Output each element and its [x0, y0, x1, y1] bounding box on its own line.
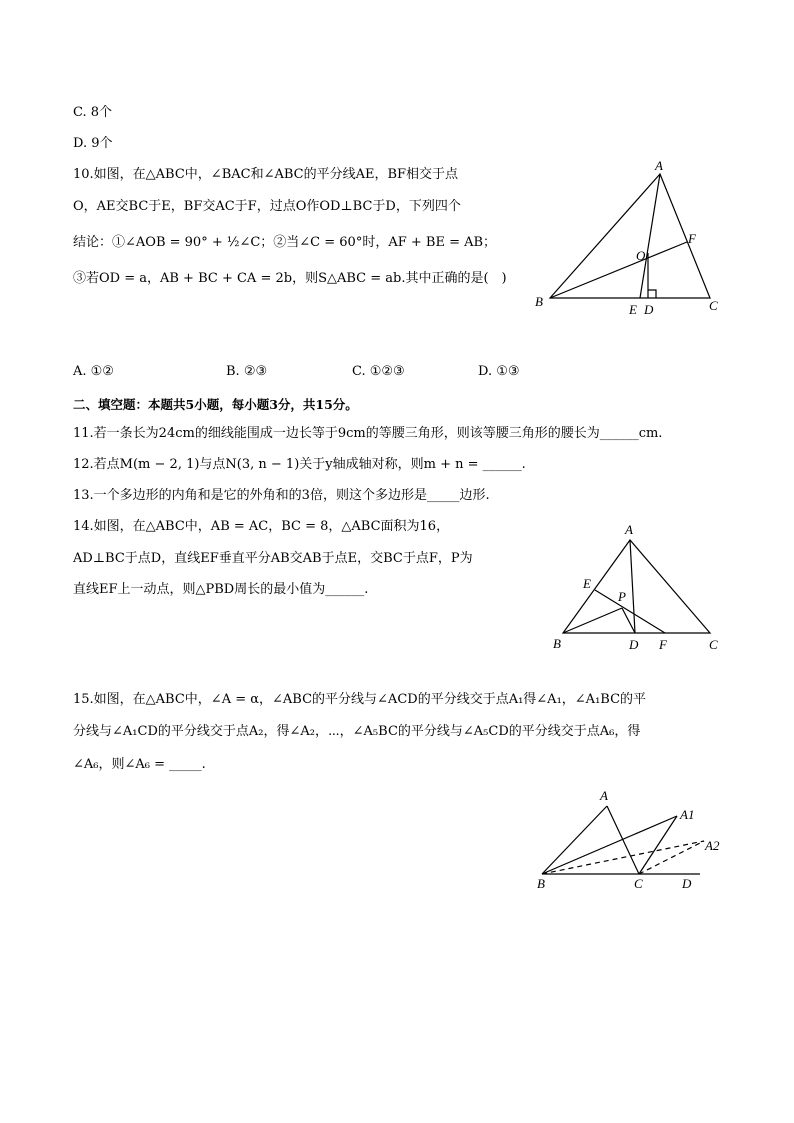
q15-line-1: 15.如图，在△ABC中，∠A = α，∠ABC的平分线与∠ACD的平分线交于点A₁得∠A₁，∠A₁BC的平: [73, 692, 647, 707]
q15-line-3: ∠A₆，则∠A₆ = _____.: [73, 757, 206, 772]
label-d-15: D: [682, 876, 692, 891]
q14-figure: [545, 518, 730, 658]
label-c-15: C: [634, 876, 643, 891]
q10-line-2: O，AE交BC于E，BF交AC于F，过点O作OD⊥BC于D，下列四个: [73, 199, 461, 214]
label-a: A: [655, 160, 663, 173]
q10-option-c: C. ①②③: [352, 364, 405, 379]
label-a2-15: A2: [705, 838, 720, 853]
q13: 13.一个多边形的内角和是它的外角和的3倍，则这个多边形是_____边形.: [73, 488, 490, 503]
segment-ac: [607, 806, 639, 874]
label-d-14: D: [629, 637, 639, 652]
label-c: C: [709, 298, 718, 313]
q15-figure: [532, 785, 732, 895]
label-a-15: A: [600, 788, 608, 803]
label-b-14: B: [553, 636, 561, 651]
segment-ba: [542, 806, 607, 874]
line-ef: [595, 590, 665, 633]
segment-pd: [622, 608, 635, 633]
q10-line-4: ③若OD = a，AB + BC + CA = 2b，则S△ABC = ab.其中正确的是( ): [73, 271, 507, 286]
label-b-15: B: [537, 876, 545, 891]
segment-ca2: [639, 841, 704, 874]
bisector-bf: [550, 242, 687, 298]
label-c-14: C: [709, 637, 718, 652]
q12: 12.若点M(m − 2, 1)与点N(3, n − 1)关于y轴成轴对称，则m + n = ______.: [73, 457, 526, 472]
label-o: O: [636, 248, 646, 263]
option-d-prev: D. 9个: [73, 136, 113, 151]
q10-option-b: B. ②③: [226, 364, 268, 379]
right-angle-mark: [648, 290, 656, 298]
label-b: B: [535, 294, 543, 309]
q10-option-a: A. ①②: [73, 364, 114, 379]
q14-line-3: 直线EF上一动点，则△PBD周长的最小值为______.: [73, 582, 369, 597]
label-a1-15: A1: [680, 807, 695, 822]
label-p-14: P: [618, 589, 626, 604]
altitude-ad: [630, 540, 635, 633]
q15-line-2: 分线与∠A₁CD的平分线交于点A₂，得∠A₂，⋯，∠A₅BC的平分线与∠A₅CD的平分线交于点A₆，得: [73, 724, 641, 739]
section-2-title: 二、填空题：本题共5小题，每小题3分，共15分。: [73, 397, 358, 412]
q14-line-2: AD⊥BC于点D，直线EF垂直平分AB交AB于点E，交BC于点F，P为: [73, 551, 473, 566]
label-f: F: [688, 231, 696, 246]
label-a-14: A: [625, 522, 633, 537]
label-e: E: [629, 302, 637, 317]
triangle-abc: [550, 174, 710, 298]
q11: 11.若一条长为24cm的细线能围成一边长等于9cm的等腰三角形，则该等腰三角形的腰长为______cm.: [73, 426, 663, 441]
q10-line-1: 10.如图，在△ABC中，∠BAC和∠ABC的平分线AE，BF相交于点: [73, 167, 459, 182]
q10-option-d: D. ①③: [478, 364, 520, 379]
q10-figure: [530, 160, 730, 320]
label-e-14: E: [583, 576, 591, 591]
label-d: D: [644, 302, 654, 317]
q14-line-1: 14.如图，在△ABC中，AB = AC，BC = 8，△ABC面积为16，: [73, 519, 450, 534]
option-c-prev: C. 8个: [73, 105, 113, 120]
q10-line-3: 结论：①∠AOB = 90° + ½∠C；②当∠C = 60°时，AF + BE = AB；: [73, 235, 497, 250]
segment-ba2: [542, 841, 704, 874]
label-f-14: F: [659, 637, 667, 652]
